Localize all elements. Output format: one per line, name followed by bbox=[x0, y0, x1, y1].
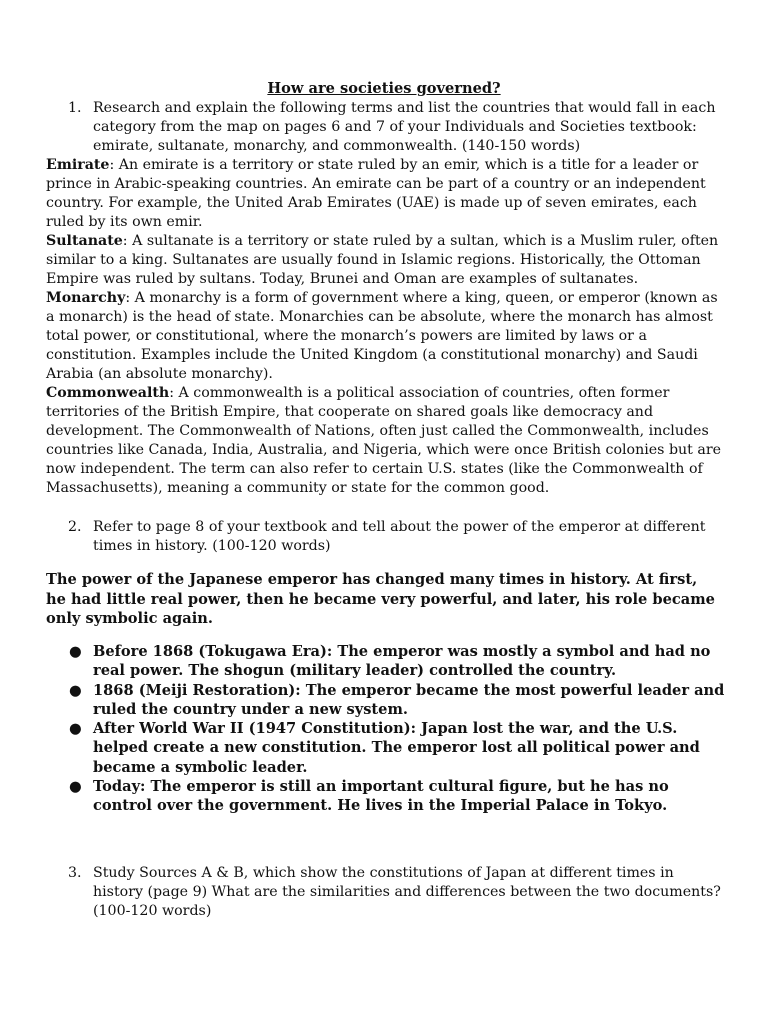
question-1 bbox=[68, 99, 728, 156]
question-2 bbox=[68, 518, 728, 556]
answer-2-intro: The power of the Japanese emperor has changed many times in history. At first, he had little real power, then he became very powerful, and later, his role became only symbolic again. bbox=[46, 571, 715, 627]
bullet-icon: ● bbox=[69, 643, 82, 660]
definitions-section bbox=[46, 156, 730, 498]
bullet-item bbox=[66, 642, 726, 681]
bullet-item bbox=[66, 681, 726, 720]
question-3-text: Study Sources A & B, which show the constitutions of Japan at different times in history (page 9) What are the similarities and differences between the two documents? (100-120 words) bbox=[93, 865, 721, 919]
bullet-icon: ● bbox=[69, 720, 82, 738]
term-monarchy: Monarchy bbox=[46, 290, 126, 306]
question-2-text: Refer to page 8 of your textbook and tell about the power of the emperor at different times in history. (100-120 words) bbox=[93, 519, 706, 554]
bullet-text: 1868 (Meiji Restoration): The emperor became the most powerful leader and ruled the country under a new system. bbox=[93, 681, 725, 718]
definition-sultanate-text: : A sultanate is a territory or state ruled by a sultan, which is a Muslim ruler, often similar to a king. Sultanates are usually found in Islamic regions. Historically, the Ottoman Empire was ruled by sultans. Today, Brunei and Oman are examples of sultanates. bbox=[46, 233, 719, 287]
definition-emirate bbox=[46, 156, 730, 232]
definition-emirate-text: : An emirate is a territory or state ruled by an emir, which is a title for a leader or prince in Arabic-speaking countries. An emirate can be part of a country or an independent country. For example, the United Arab Emirates (UAE) is made up of seven emirates, each ruled by its own emir. bbox=[46, 157, 706, 230]
bullet-icon: ● bbox=[69, 681, 82, 699]
definition-monarchy-text: : A monarchy is a form of government where a king, queen, or emperor (known as a monarch) is the head of state. Monarchies can be absolute, where the monarch has almost total power, or constitutional, where the monarch’s powers are limited by laws or a constitution. Examples include the United Kingdom (a constitutional monarchy) and Saudi Arabia (an absolute monarchy). bbox=[46, 290, 718, 382]
answer-2-bullet-list bbox=[66, 642, 726, 816]
definition-commonwealth-text: : A commonwealth is a political association of countries, often former territories of the British Empire, that cooperate on shared goals like democracy and development. The Commonwealth of Nations, often just called the Commonwealth, includes countries like Canada, India, Australia, and Nigeria, which were once British colonies but are now independent. The term can also refer to certain U.S. states (like the Commonwealth of Massachusetts), meaning a community or state for the common good. bbox=[46, 385, 722, 496]
question-1-number: 1. bbox=[68, 100, 82, 116]
page-title: How are societies governed? bbox=[267, 80, 501, 97]
question-3 bbox=[68, 864, 728, 921]
definition-monarchy bbox=[46, 289, 730, 384]
bullet-icon: ● bbox=[69, 778, 82, 796]
bullet-text: Before 1868 (Tokugawa Era): The emperor was mostly a symbol and had no real power. The shogun (military leader) controlled the country. bbox=[93, 643, 711, 680]
term-emirate: Emirate bbox=[46, 157, 110, 173]
bullet-text: After World War II (1947 Constitution): Japan lost the war, and the U.S. helped create a new constitution. The emperor lost all political power and became a symbolic leader. bbox=[93, 720, 700, 776]
definition-commonwealth bbox=[46, 384, 730, 498]
term-commonwealth: Commonwealth bbox=[46, 385, 170, 401]
bullet-item bbox=[66, 777, 726, 816]
question-2-number: 2. bbox=[68, 519, 82, 535]
question-3-number: 3. bbox=[68, 865, 82, 881]
bullet-item bbox=[66, 719, 726, 777]
definition-sultanate bbox=[46, 232, 730, 289]
bullet-text: Today: The emperor is still an important cultural figure, but he has no control over the government. He lives in the Imperial Palace in Tokyo. bbox=[93, 778, 669, 815]
question-1-text: Research and explain the following terms and list the countries that would fall in each category from the map on pages 6 and 7 of your Individuals and Societies textbook: emirate, sultanate, monarchy, and commonwealth. (140-150 words) bbox=[93, 100, 716, 154]
term-sultanate: Sultanate bbox=[46, 233, 123, 249]
